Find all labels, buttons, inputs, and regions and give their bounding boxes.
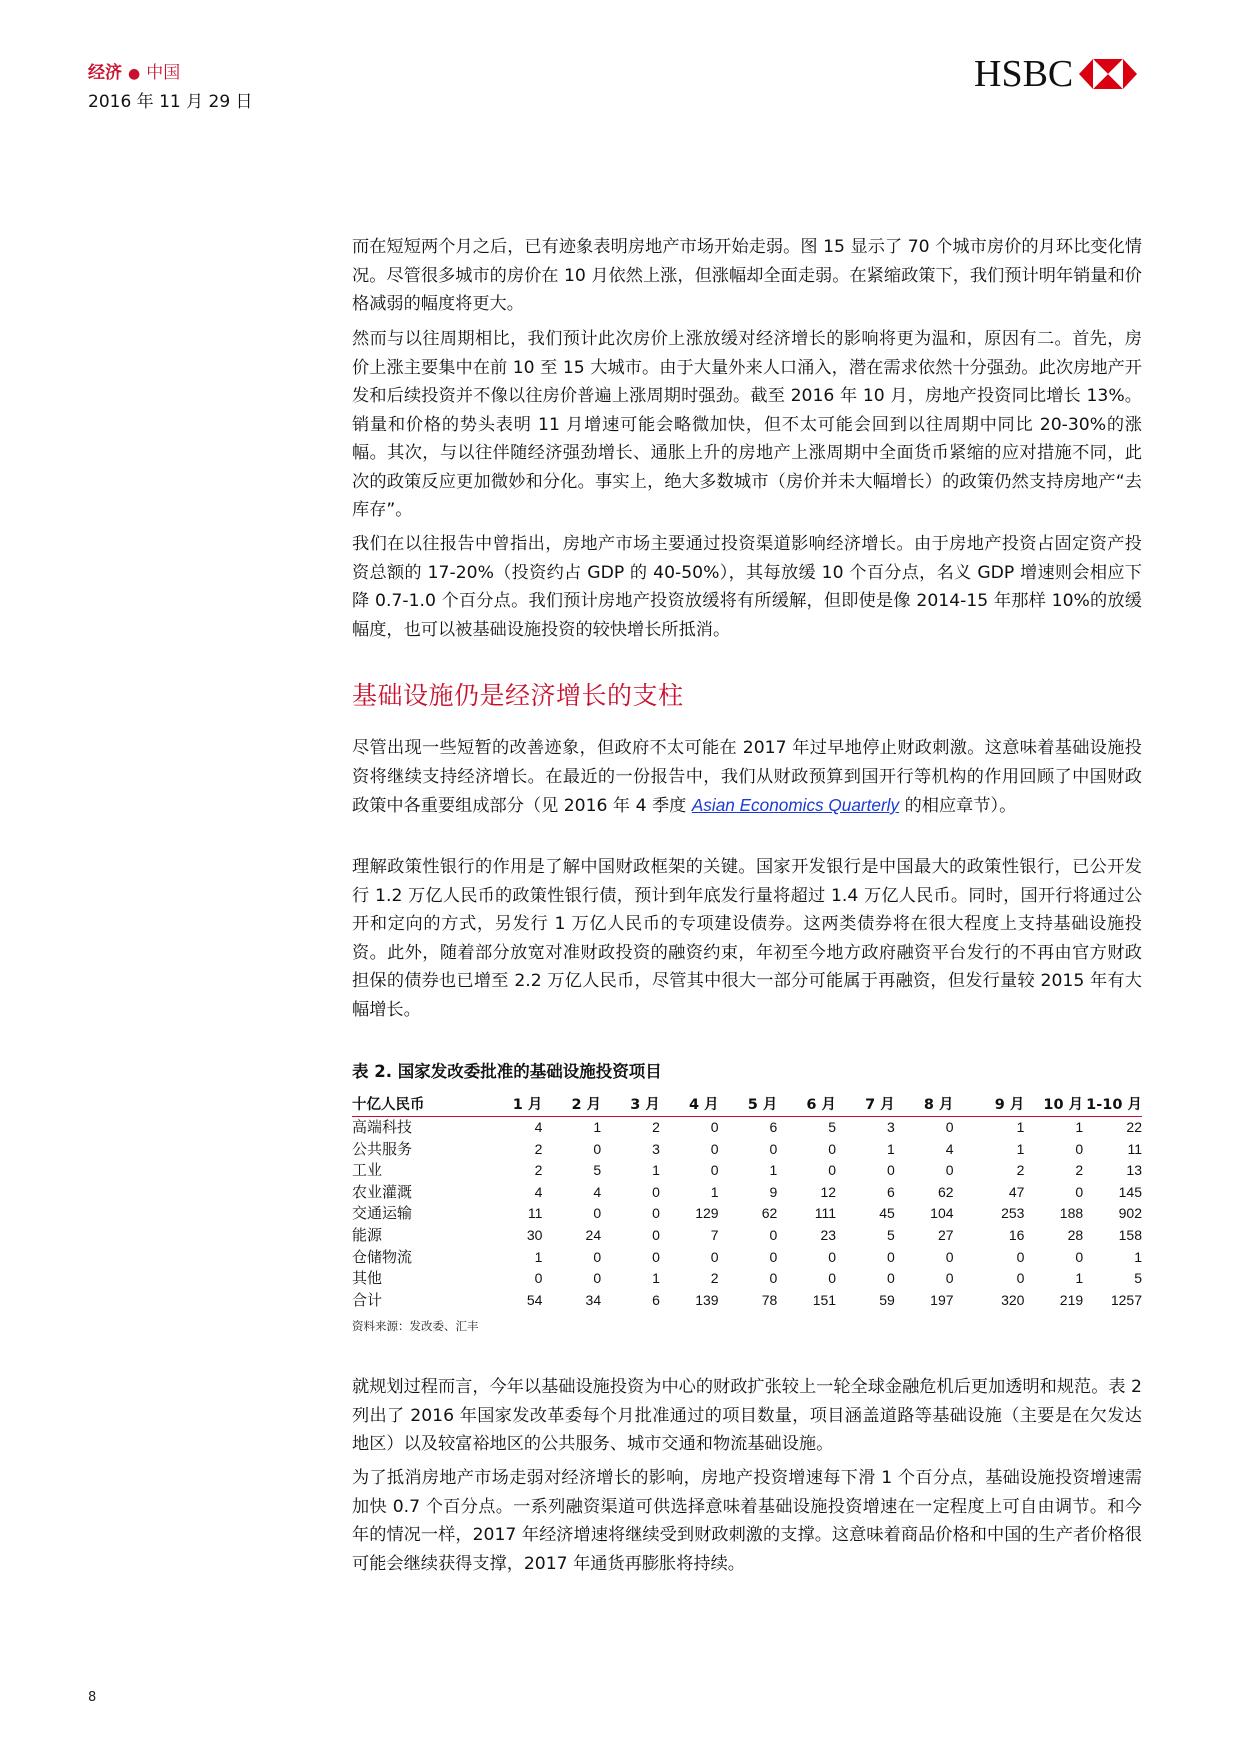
table-row xyxy=(352,1139,1142,1161)
table-cell: 11 xyxy=(1127,1140,1142,1157)
table-cell: 0 xyxy=(593,1140,602,1157)
row-label: 能源 xyxy=(352,1225,383,1244)
row-label: 农业灌溉 xyxy=(352,1182,413,1201)
paragraph-4: 尽管出现一些短暂的改善迹象，但政府不太可能在 2017 年过早地停止财政刺激。这意味着基础设施投资将继续支持经济增长。在最近的一份报告中，我们从财政预算到国开行等机构的作用回顾了中国财政政策中各重要组成部分（见 2016 年 4 季度 Asian Economics Quarterly 的相应章节）。 xyxy=(352,738,1142,816)
table-cell: 12 xyxy=(820,1183,837,1200)
table-cell: 0 xyxy=(593,1270,602,1287)
table-row xyxy=(352,1182,1142,1204)
table-cell: 0 xyxy=(652,1226,660,1243)
table-cell: 62 xyxy=(937,1183,954,1200)
table-cell: 2 xyxy=(1016,1162,1025,1179)
table-cell: 0 xyxy=(887,1270,895,1287)
column-header: 6 月 xyxy=(777,1092,836,1117)
table-cell: 0 xyxy=(945,1270,954,1287)
table-cell: 0 xyxy=(769,1270,778,1287)
table-cell: 2 xyxy=(710,1270,719,1287)
table-cell: 1 xyxy=(769,1162,778,1179)
table-cell: 7 xyxy=(710,1226,719,1243)
table-cell: 3 xyxy=(652,1140,660,1157)
table-cell: 3 xyxy=(887,1119,895,1135)
table-cell: 0 xyxy=(1016,1248,1025,1265)
column-header: 4 月 xyxy=(660,1092,719,1117)
table-cell: 188 xyxy=(1059,1205,1084,1222)
table-cell: 2 xyxy=(534,1140,543,1157)
report-date: 2016 年 11 月 29 日 xyxy=(88,92,253,112)
table-cell: 24 xyxy=(585,1226,602,1243)
table-cell: 139 xyxy=(695,1291,719,1308)
table-cell: 6 xyxy=(769,1119,778,1135)
table-row xyxy=(352,1117,1142,1139)
column-header: 5 月 xyxy=(719,1092,778,1117)
paragraph-5: 理解政策性银行的作用是了解中国财政框架的关键。国家开发银行是中国最大的政策性银行，已公开发行 1.2 万亿人民币的政策性银行债，预计到年底发行量将超过 1.4 万亿人民币。同时，国开行将通过公开和定向的方式，另发行 1 万亿人民币的专项建设债券。这两类债券将在很大程度上支持基础设施投资。此外，随着部分放宽对准财政投资的融资约束，年初至今地方政府融资平台发行的不再由官方财政担保的债券也已增至 2.2 万亿人民币，尽管其中很大一部分可能属于再融资，但发行量较 2015 年有大幅增长。 xyxy=(352,857,1142,1020)
table-row xyxy=(352,1225,1142,1247)
table-header-row xyxy=(352,1092,1142,1117)
asian-economics-quarterly-link[interactable]: Asian Economics Quarterly xyxy=(691,795,900,815)
table-cell: 253 xyxy=(1001,1205,1025,1222)
table-cell: 0 xyxy=(534,1270,543,1287)
section-economics: 经济 xyxy=(88,63,122,83)
table-cell: 320 xyxy=(1001,1291,1025,1308)
table-cell: 0 xyxy=(710,1140,719,1157)
table-cell: 30 xyxy=(526,1226,543,1243)
column-header: 3 月 xyxy=(601,1092,660,1117)
table-cell: 0 xyxy=(769,1140,778,1157)
table-cell: 1 xyxy=(1075,1270,1084,1287)
table-cell: 78 xyxy=(761,1291,778,1308)
paragraph-6: 就规划过程而言，今年以基础设施投资为中心的财政扩张较上一轮全球金融危机后更加透明和规范。表 2 列出了 2016 年国家发改革委每个月批准通过的项目数量，项目涵盖道路等基础设施（主要是在欠发达地区）以及较富裕地区的公共服务、城市交通和物流基础设施。 xyxy=(352,1377,1142,1454)
table-cell: 151 xyxy=(812,1291,837,1308)
table-cell: 5 xyxy=(828,1119,837,1135)
table-cell: 5 xyxy=(1134,1270,1142,1287)
table-cell: 0 xyxy=(652,1248,660,1265)
table-cell: 0 xyxy=(652,1183,660,1200)
hsbc-logo xyxy=(974,54,1137,94)
table-cell: 45 xyxy=(879,1205,895,1222)
table-cell: 145 xyxy=(1118,1183,1142,1200)
table-row xyxy=(352,1268,1142,1290)
table-cell: 0 xyxy=(593,1248,602,1265)
table-cell: 5 xyxy=(593,1162,602,1179)
table-row xyxy=(352,1160,1142,1182)
table-cell: 54 xyxy=(526,1291,543,1308)
table-cell: 0 xyxy=(828,1140,837,1157)
column-header: 2 月 xyxy=(542,1092,601,1117)
table-cell: 0 xyxy=(887,1248,895,1265)
table-cell: 4 xyxy=(534,1183,543,1200)
table-cell: 16 xyxy=(1008,1226,1025,1243)
table-cell: 11 xyxy=(527,1205,543,1222)
table-cell: 0 xyxy=(945,1248,954,1265)
table-cell: 0 xyxy=(887,1162,895,1179)
table-cell: 0 xyxy=(1075,1248,1084,1265)
table-row xyxy=(352,1247,1142,1269)
row-label: 仓储物流 xyxy=(352,1247,413,1266)
table-cell: 2 xyxy=(652,1119,660,1135)
table-cell: 1 xyxy=(1016,1140,1025,1157)
table-cell: 104 xyxy=(930,1205,954,1222)
table-cell: 158 xyxy=(1118,1226,1142,1243)
table-cell: 129 xyxy=(695,1205,719,1222)
column-header: 8 月 xyxy=(895,1092,954,1117)
table-cell: 0 xyxy=(769,1248,778,1265)
table-cell: 2 xyxy=(1075,1162,1084,1179)
table-cell: 1 xyxy=(1134,1248,1142,1265)
table-cell: 6 xyxy=(887,1183,895,1200)
hsbc-hexagon-icon xyxy=(1079,59,1137,89)
table-cell: 219 xyxy=(1059,1291,1084,1308)
table-cell: 0 xyxy=(945,1119,954,1135)
report-section-label xyxy=(88,58,180,83)
table-cell: 0 xyxy=(828,1248,837,1265)
table-cell: 1 xyxy=(1016,1119,1025,1135)
table-cell: 1 xyxy=(652,1162,660,1179)
table-cell: 1 xyxy=(1075,1119,1084,1135)
table-row xyxy=(352,1203,1142,1225)
table-cell: 13 xyxy=(1126,1162,1142,1179)
infrastructure-projects-table xyxy=(352,1092,1142,1311)
paragraph-1: 而在短短两个月之后，已有迹象表明房地产市场开始走弱。图 15 显示了 70 个城市房价的月环比变化情况。尽管很多城市的房价在 10 月依然上涨，但涨幅却全面走弱。在紧缩政策下，我们预计明年销量和价格减弱的幅度将更大。 xyxy=(352,237,1142,314)
column-header: 1-10 月 xyxy=(1083,1092,1142,1117)
row-label: 其他 xyxy=(352,1269,383,1288)
paragraph-2: 然而与以往周期相比，我们预计此次房价上涨放缓对经济增长的影响将更为温和，原因有二。首先，房价上涨主要集中在前 10 至 15 大城市。由于大量外来人口涌入，潜在需求依然十分强劲。此次房地产开发和后续投资并不像以往房价普遍上涨周期时强劲。截至 2016 年 10 月，房地产投资同比增长 13%。销量和价格的势头表明 11 月增速可能会略微加快，但不太可能会回到以往周期中同比 20-30%的涨幅。其次，与以往伴随经济强劲增长、通胀上升的房地产上涨周期中全面货币紧缩的应对措施不同，此次的政策反应更加微妙和分化。事实上，绝大多数城市（房价并未大幅增长）的政策仍然支持房地产“去库存”。 xyxy=(352,329,1142,520)
table-cell: 22 xyxy=(1126,1119,1142,1135)
column-header: 9 月 xyxy=(954,1092,1025,1117)
table-cell: 197 xyxy=(930,1291,954,1308)
table-source: 资料来源：发改委、汇丰 xyxy=(352,1319,479,1333)
table-cell: 4 xyxy=(593,1183,602,1200)
table-cell: 0 xyxy=(710,1248,719,1265)
brand-name: HSBC xyxy=(974,53,1074,95)
table-cell: 27 xyxy=(937,1226,954,1243)
table-cell: 59 xyxy=(879,1291,895,1308)
table-cell: 6 xyxy=(652,1291,660,1308)
column-header: 7 月 xyxy=(836,1092,895,1117)
page-number: 8 xyxy=(88,1690,97,1705)
table-cell: 1 xyxy=(534,1248,543,1265)
table-cell: 5 xyxy=(887,1226,895,1243)
table-cell: 62 xyxy=(761,1205,778,1222)
table-title: 表 2. 国家发改委批准的基础设施投资项目 xyxy=(352,1062,662,1081)
table-cell: 0 xyxy=(769,1226,778,1243)
table-cell: 1257 xyxy=(1110,1291,1142,1308)
table-cell: 0 xyxy=(1075,1183,1084,1200)
row-label: 公共服务 xyxy=(352,1139,413,1158)
table-cell: 0 xyxy=(828,1162,837,1179)
table-cell: 0 xyxy=(1075,1140,1084,1157)
table-cell: 0 xyxy=(710,1162,719,1179)
bullet-dot-icon: ● xyxy=(128,66,141,82)
table-cell: 2 xyxy=(534,1162,543,1179)
table-cell: 0 xyxy=(828,1270,837,1287)
table-cell: 4 xyxy=(534,1119,543,1135)
table-cell: 47 xyxy=(1008,1183,1025,1200)
table-cell: 34 xyxy=(585,1291,602,1308)
section-heading: 基础设施仍是经济增长的支柱 xyxy=(352,681,684,710)
column-header: 十亿人民币 xyxy=(352,1092,484,1117)
paragraph-3: 我们在以往报告中曾指出，房地产市场主要通过投资渠道影响经济增长。由于房地产投资占固定资产投资总额的 17-20%（投资约占 GDP 的 40-50%），其每放缓 10 个百分点，名义 GDP 增速则会相应下降 0.7-1.0 个百分点。我们预计房地产投资放缓将有所缓解，但即使是像 2014-15 年那样 10%的放缓幅度，也可以被基础设施投资的较快增长所抵消。 xyxy=(352,534,1142,640)
row-label: 交通运输 xyxy=(352,1204,413,1223)
table-cell: 1 xyxy=(593,1119,602,1135)
table-cell: 23 xyxy=(820,1226,837,1243)
row-label: 合计 xyxy=(352,1290,383,1309)
table-cell: 28 xyxy=(1067,1226,1084,1243)
row-label: 高端科技 xyxy=(352,1118,413,1136)
table-row xyxy=(352,1290,1142,1312)
table-cell: 4 xyxy=(945,1140,954,1157)
table-cell: 0 xyxy=(710,1119,719,1135)
row-label: 工业 xyxy=(352,1161,383,1180)
section-country: 中国 xyxy=(146,63,181,83)
paragraph-7: 为了抵消房地产市场走弱对经济增长的影响，房地产投资增速每下滑 1 个百分点，基础设施投资增速需加快 0.7 个百分点。一系列融资渠道可供选择意味着基础设施投资增速在一定程度上可自由调节。和今年的情况一样，2017 年经济增速将继续受到财政刺激的支撑。这意味着商品价格和中国的生产者价格很可能会继续获得支撑，2017 年通货再膨胀将持续。 xyxy=(352,1468,1142,1574)
column-header: 10 月 xyxy=(1024,1092,1083,1117)
table-cell: 0 xyxy=(652,1205,660,1222)
table-cell: 1 xyxy=(652,1270,660,1287)
table-cell: 111 xyxy=(814,1205,837,1222)
table-cell: 1 xyxy=(887,1140,895,1157)
table-cell: 1 xyxy=(710,1183,719,1200)
table-cell: 0 xyxy=(945,1162,954,1179)
table-cell: 9 xyxy=(769,1183,778,1200)
column-header: 1 月 xyxy=(484,1092,543,1117)
table-cell: 0 xyxy=(1016,1270,1025,1287)
table-cell: 0 xyxy=(593,1205,602,1222)
table-cell: 902 xyxy=(1118,1205,1142,1222)
